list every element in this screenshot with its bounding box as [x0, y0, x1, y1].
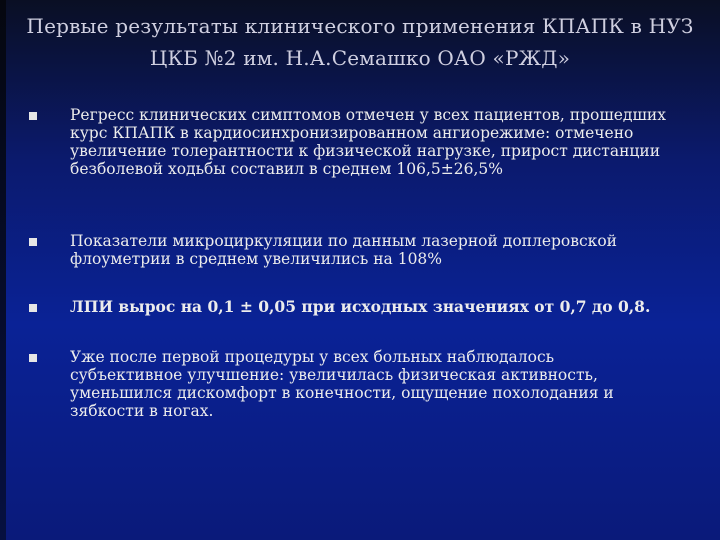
square-bullet-icon: [29, 354, 37, 362]
bullet-text: Регресс клинических симптомов отмечен у всех пациентов, прошедших курс КПАПК в кардиосинхронизированном ангиорежиме: отмечено увеличение толерантности к физической нагрузке, прирост дистанции безболевой ходьбы составил в среднем 106,5±26,5%: [70, 106, 666, 178]
square-bullet-icon: [29, 238, 37, 246]
slide-left-edge: [0, 0, 6, 540]
bullet-text: Уже после первой процедуры у всех больных наблюдалось субъективное улучшение: увеличилась физическая активность, уменьшился дискомфорт в конечности, ощущение похолодания и зябкости в ногах.: [70, 348, 614, 420]
bullet-text: ЛПИ вырос на 0,1 ± 0,05 при исходных значениях от 0,7 до 0,8.: [70, 297, 651, 316]
square-bullet-icon: [29, 304, 37, 312]
slide-title: Первые результаты клинического применения КПАПК в НУЗ ЦКБ №2 им. Н.А.Семашко ОАО «РЖД»: [26, 14, 694, 70]
square-bullet-icon: [29, 112, 37, 120]
bullet-text: Показатели микроциркуляции по данным лазерной доплеровской флоуметрии в среднем увеличились на 108%: [70, 232, 618, 268]
